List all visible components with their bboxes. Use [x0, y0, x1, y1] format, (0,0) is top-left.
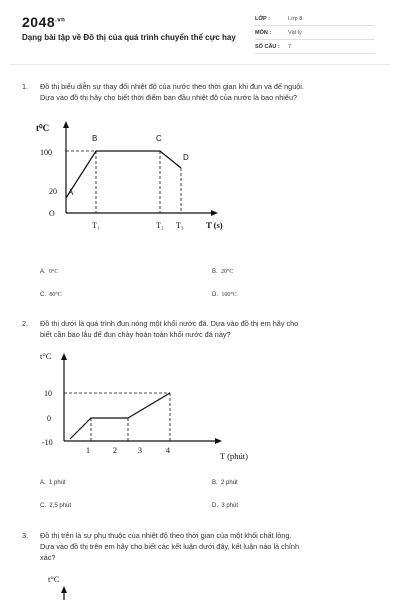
question-1-graph — [30, 115, 250, 240]
meta-count-label: SỐ CÂU : — [255, 44, 280, 50]
graph-1-origin: O — [49, 209, 55, 218]
graph-1-point-b: B — [92, 134, 98, 143]
graph-2-x-tick-2: 2 — [113, 446, 117, 455]
graph-2-y-unit: t°C — [40, 351, 52, 361]
meta-count-value: 7 — [288, 44, 292, 50]
graph-1-point-d: D — [183, 153, 189, 162]
document-title: Dạng bài tập về Đồ thị của quá trình chuyển thể cực hay — [22, 33, 236, 42]
q2-option-b[interactable]: B. 2 phút — [212, 480, 238, 486]
graph-1-x-tick-t2: T₂ — [156, 221, 164, 230]
graph-2-x-unit: T (phút) — [220, 451, 248, 461]
graph-2-tick-0: 0 — [47, 414, 51, 423]
meta-divider — [255, 39, 375, 40]
site-logo[interactable]: $2048^{.vn}$ — [22, 14, 66, 30]
question-2-text: Đồ thị dưới là quá trình đun nóng một khối nước đá. Dựa vào đồ thị em hãy cho biết cần bao lâu để đun chảy hoàn toàn khối nước đá này? — [40, 319, 299, 339]
q2-option-d[interactable]: D. 3 phút — [212, 503, 239, 509]
question-1-number: 1. — [22, 82, 29, 91]
meta-class-label: LỚP : — [255, 16, 270, 22]
question-3-number: 3. — [22, 531, 29, 540]
graph-1-point-a: A — [68, 188, 74, 197]
graph-1-point-c: C — [156, 134, 162, 143]
header-separator — [10, 64, 390, 65]
graph-2-tick-minus-10: -10 — [42, 438, 53, 447]
graph-2-tick-10: 10 — [44, 389, 52, 398]
graph-2-x-tick-3: 3 — [138, 446, 142, 455]
graph-1-x-unit: T (s) — [206, 220, 223, 230]
q1-option-d[interactable]: D. 100°C — [212, 292, 237, 298]
meta-subject-label: MÔN : — [255, 30, 272, 36]
question-2-number: 2. — [22, 319, 29, 328]
q2-option-c[interactable]: C. 2,5 phút — [40, 503, 72, 509]
q2-option-a[interactable]: A. 1 phút — [40, 480, 66, 486]
meta-divider — [255, 25, 375, 26]
question-1-text: Đồ thị biểu diễn sự thay đổi nhiệt độ của nước theo thời gian khi đun và để nguội. Dựa vào đồ thị hãy cho biết thời điểm ban đầu nhiệt độ của nước là bao nhiêu? — [40, 82, 304, 102]
question-2-graph — [30, 345, 270, 470]
graph-2-x-tick-4: 4 — [166, 446, 170, 455]
q1-option-a[interactable]: A. 0°C — [40, 269, 59, 275]
meta-divider — [255, 53, 375, 54]
graph-1-tick-20: 20 — [49, 187, 57, 196]
graph-2-x-tick-1: 1 — [86, 446, 90, 455]
graph-3-y-unit: t°C — [48, 574, 60, 584]
meta-subject-value: Vật lý — [288, 30, 302, 36]
question-3-graph — [30, 570, 110, 600]
question-3-text: Đồ thị trên là sự phụ thuộc của nhiệt độ theo thời gian của một khối chất lỏng. Dựa vào đồ thị trên em hãy cho biết các kết luận dưới đây, kết luận nào là chính xác? — [40, 531, 300, 562]
graph-1-tick-100: 100 — [40, 148, 52, 157]
q1-option-b[interactable]: B. 20°C — [212, 269, 234, 275]
meta-class-value: Lớp 8 — [288, 16, 303, 22]
graph-1-y-unit: t⁰C — [36, 123, 50, 133]
q1-option-c[interactable]: C. 80°C — [40, 292, 62, 298]
graph-1-x-tick-t3: T₃ — [176, 221, 184, 230]
graph-1-x-tick-t1: T₁ — [92, 221, 100, 230]
